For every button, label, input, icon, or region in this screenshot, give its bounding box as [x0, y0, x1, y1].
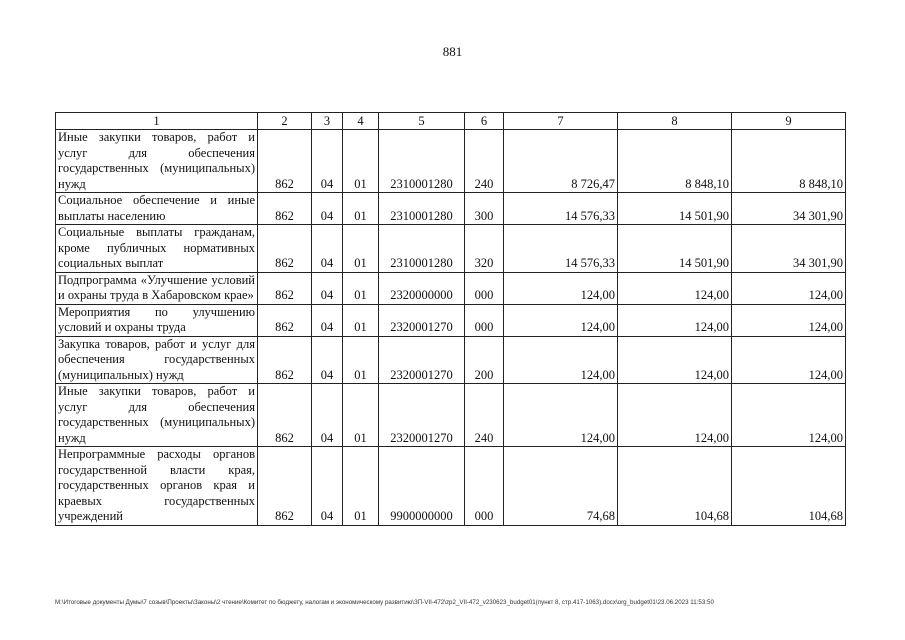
- table-row: [56, 272, 846, 304]
- row-value-cell: 124,00: [732, 384, 846, 447]
- row-value-cell: 2310001280: [379, 193, 465, 225]
- column-header: 8: [618, 113, 732, 130]
- row-value-cell: 04: [312, 272, 343, 304]
- column-header: 3: [312, 113, 343, 130]
- row-value-cell: 2310001280: [379, 225, 465, 273]
- row-value-cell: 74,68: [504, 447, 618, 526]
- table-row: [56, 304, 846, 336]
- row-value-cell: 862: [258, 304, 312, 336]
- row-value-cell: 862: [258, 447, 312, 526]
- row-value-cell: 8 848,10: [732, 130, 846, 193]
- row-value-cell: 04: [312, 193, 343, 225]
- row-name-cell: Иные закупки товаров, работ и услуг для обеспечения государственных (муниципальных) нужд: [56, 384, 258, 447]
- row-value-cell: 01: [343, 336, 379, 384]
- row-value-cell: 34 301,90: [732, 193, 846, 225]
- table-row: [56, 447, 846, 526]
- row-value-cell: 200: [465, 336, 504, 384]
- row-value-cell: 124,00: [732, 272, 846, 304]
- table-row: [56, 336, 846, 384]
- row-value-cell: 2320000000: [379, 272, 465, 304]
- row-value-cell: 104,68: [618, 447, 732, 526]
- table-header-row: [56, 113, 846, 130]
- row-value-cell: 14 501,90: [618, 193, 732, 225]
- column-header: 1: [56, 113, 258, 130]
- row-value-cell: 01: [343, 384, 379, 447]
- table-row: [56, 193, 846, 225]
- row-value-cell: 300: [465, 193, 504, 225]
- row-name-cell: Социальное обеспечение и иные выплаты населению: [56, 193, 258, 225]
- row-value-cell: 862: [258, 225, 312, 273]
- row-value-cell: 2320001270: [379, 384, 465, 447]
- row-value-cell: 04: [312, 384, 343, 447]
- row-name-cell: Иные закупки товаров, работ и услуг для обеспечения государственных (муниципальных) нужд: [56, 130, 258, 193]
- row-value-cell: 000: [465, 272, 504, 304]
- row-value-cell: 04: [312, 447, 343, 526]
- document-path-footer: М:\Итоговые документы Думы\7 созыв\Проекты\Законы\2 чтение\Комитет по бюджету, налогам и экономическому развитию\ЗП-VII-472\zp2_VII-472_v230623_budget01(пункт 8, стр.417-1063).docx\org_budget01\23.06.2023 11:53:50: [55, 599, 714, 606]
- row-value-cell: 124,00: [504, 272, 618, 304]
- row-value-cell: 124,00: [732, 304, 846, 336]
- budget-table: [55, 112, 846, 526]
- row-value-cell: 862: [258, 130, 312, 193]
- column-header: 6: [465, 113, 504, 130]
- row-value-cell: 2310001280: [379, 130, 465, 193]
- column-header: 9: [732, 113, 846, 130]
- row-name-cell: Непрограммные расходы органов государственной власти края, государственных органов края и краевых государственных учреждений: [56, 447, 258, 526]
- row-value-cell: 2320001270: [379, 304, 465, 336]
- row-value-cell: 04: [312, 225, 343, 273]
- row-value-cell: 000: [465, 304, 504, 336]
- row-value-cell: 124,00: [504, 384, 618, 447]
- row-value-cell: 000: [465, 447, 504, 526]
- row-value-cell: 01: [343, 130, 379, 193]
- page-number: 881: [442, 44, 463, 59]
- row-value-cell: 8 848,10: [618, 130, 732, 193]
- row-value-cell: 01: [343, 304, 379, 336]
- table-row: [56, 130, 846, 193]
- column-header: 4: [343, 113, 379, 130]
- row-value-cell: 2320001270: [379, 336, 465, 384]
- row-name-cell: Мероприятия по улучшению условий и охраны труда: [56, 304, 258, 336]
- row-value-cell: 104,68: [732, 447, 846, 526]
- row-value-cell: 34 301,90: [732, 225, 846, 273]
- row-value-cell: 862: [258, 336, 312, 384]
- row-value-cell: 240: [465, 130, 504, 193]
- column-header: 2: [258, 113, 312, 130]
- row-value-cell: 240: [465, 384, 504, 447]
- row-value-cell: 01: [343, 225, 379, 273]
- row-value-cell: 14 576,33: [504, 225, 618, 273]
- row-name-cell: Закупка товаров, работ и услуг для обеспечения государственных (муниципальных) нужд: [56, 336, 258, 384]
- row-value-cell: 862: [258, 193, 312, 225]
- row-value-cell: 124,00: [732, 336, 846, 384]
- row-value-cell: 9900000000: [379, 447, 465, 526]
- row-value-cell: 320: [465, 225, 504, 273]
- row-name-cell: Подпрограмма «Улучшение условий и охраны труда в Хабаровском крае»: [56, 272, 258, 304]
- table-row: [56, 225, 846, 273]
- row-value-cell: 01: [343, 447, 379, 526]
- row-value-cell: 124,00: [504, 304, 618, 336]
- row-value-cell: 862: [258, 384, 312, 447]
- row-value-cell: 8 726,47: [504, 130, 618, 193]
- row-value-cell: 124,00: [618, 336, 732, 384]
- column-header: 5: [379, 113, 465, 130]
- row-value-cell: 124,00: [618, 384, 732, 447]
- table-row: [56, 384, 846, 447]
- row-value-cell: 124,00: [618, 272, 732, 304]
- row-value-cell: 124,00: [504, 336, 618, 384]
- row-value-cell: 04: [312, 336, 343, 384]
- row-value-cell: 862: [258, 272, 312, 304]
- row-value-cell: 14 501,90: [618, 225, 732, 273]
- row-value-cell: 01: [343, 193, 379, 225]
- row-value-cell: 01: [343, 272, 379, 304]
- column-header: 7: [504, 113, 618, 130]
- row-value-cell: 124,00: [618, 304, 732, 336]
- row-value-cell: 04: [312, 130, 343, 193]
- row-name-cell: Социальные выплаты гражданам, кроме публичных нормативных социальных выплат: [56, 225, 258, 273]
- row-value-cell: 14 576,33: [504, 193, 618, 225]
- row-value-cell: 04: [312, 304, 343, 336]
